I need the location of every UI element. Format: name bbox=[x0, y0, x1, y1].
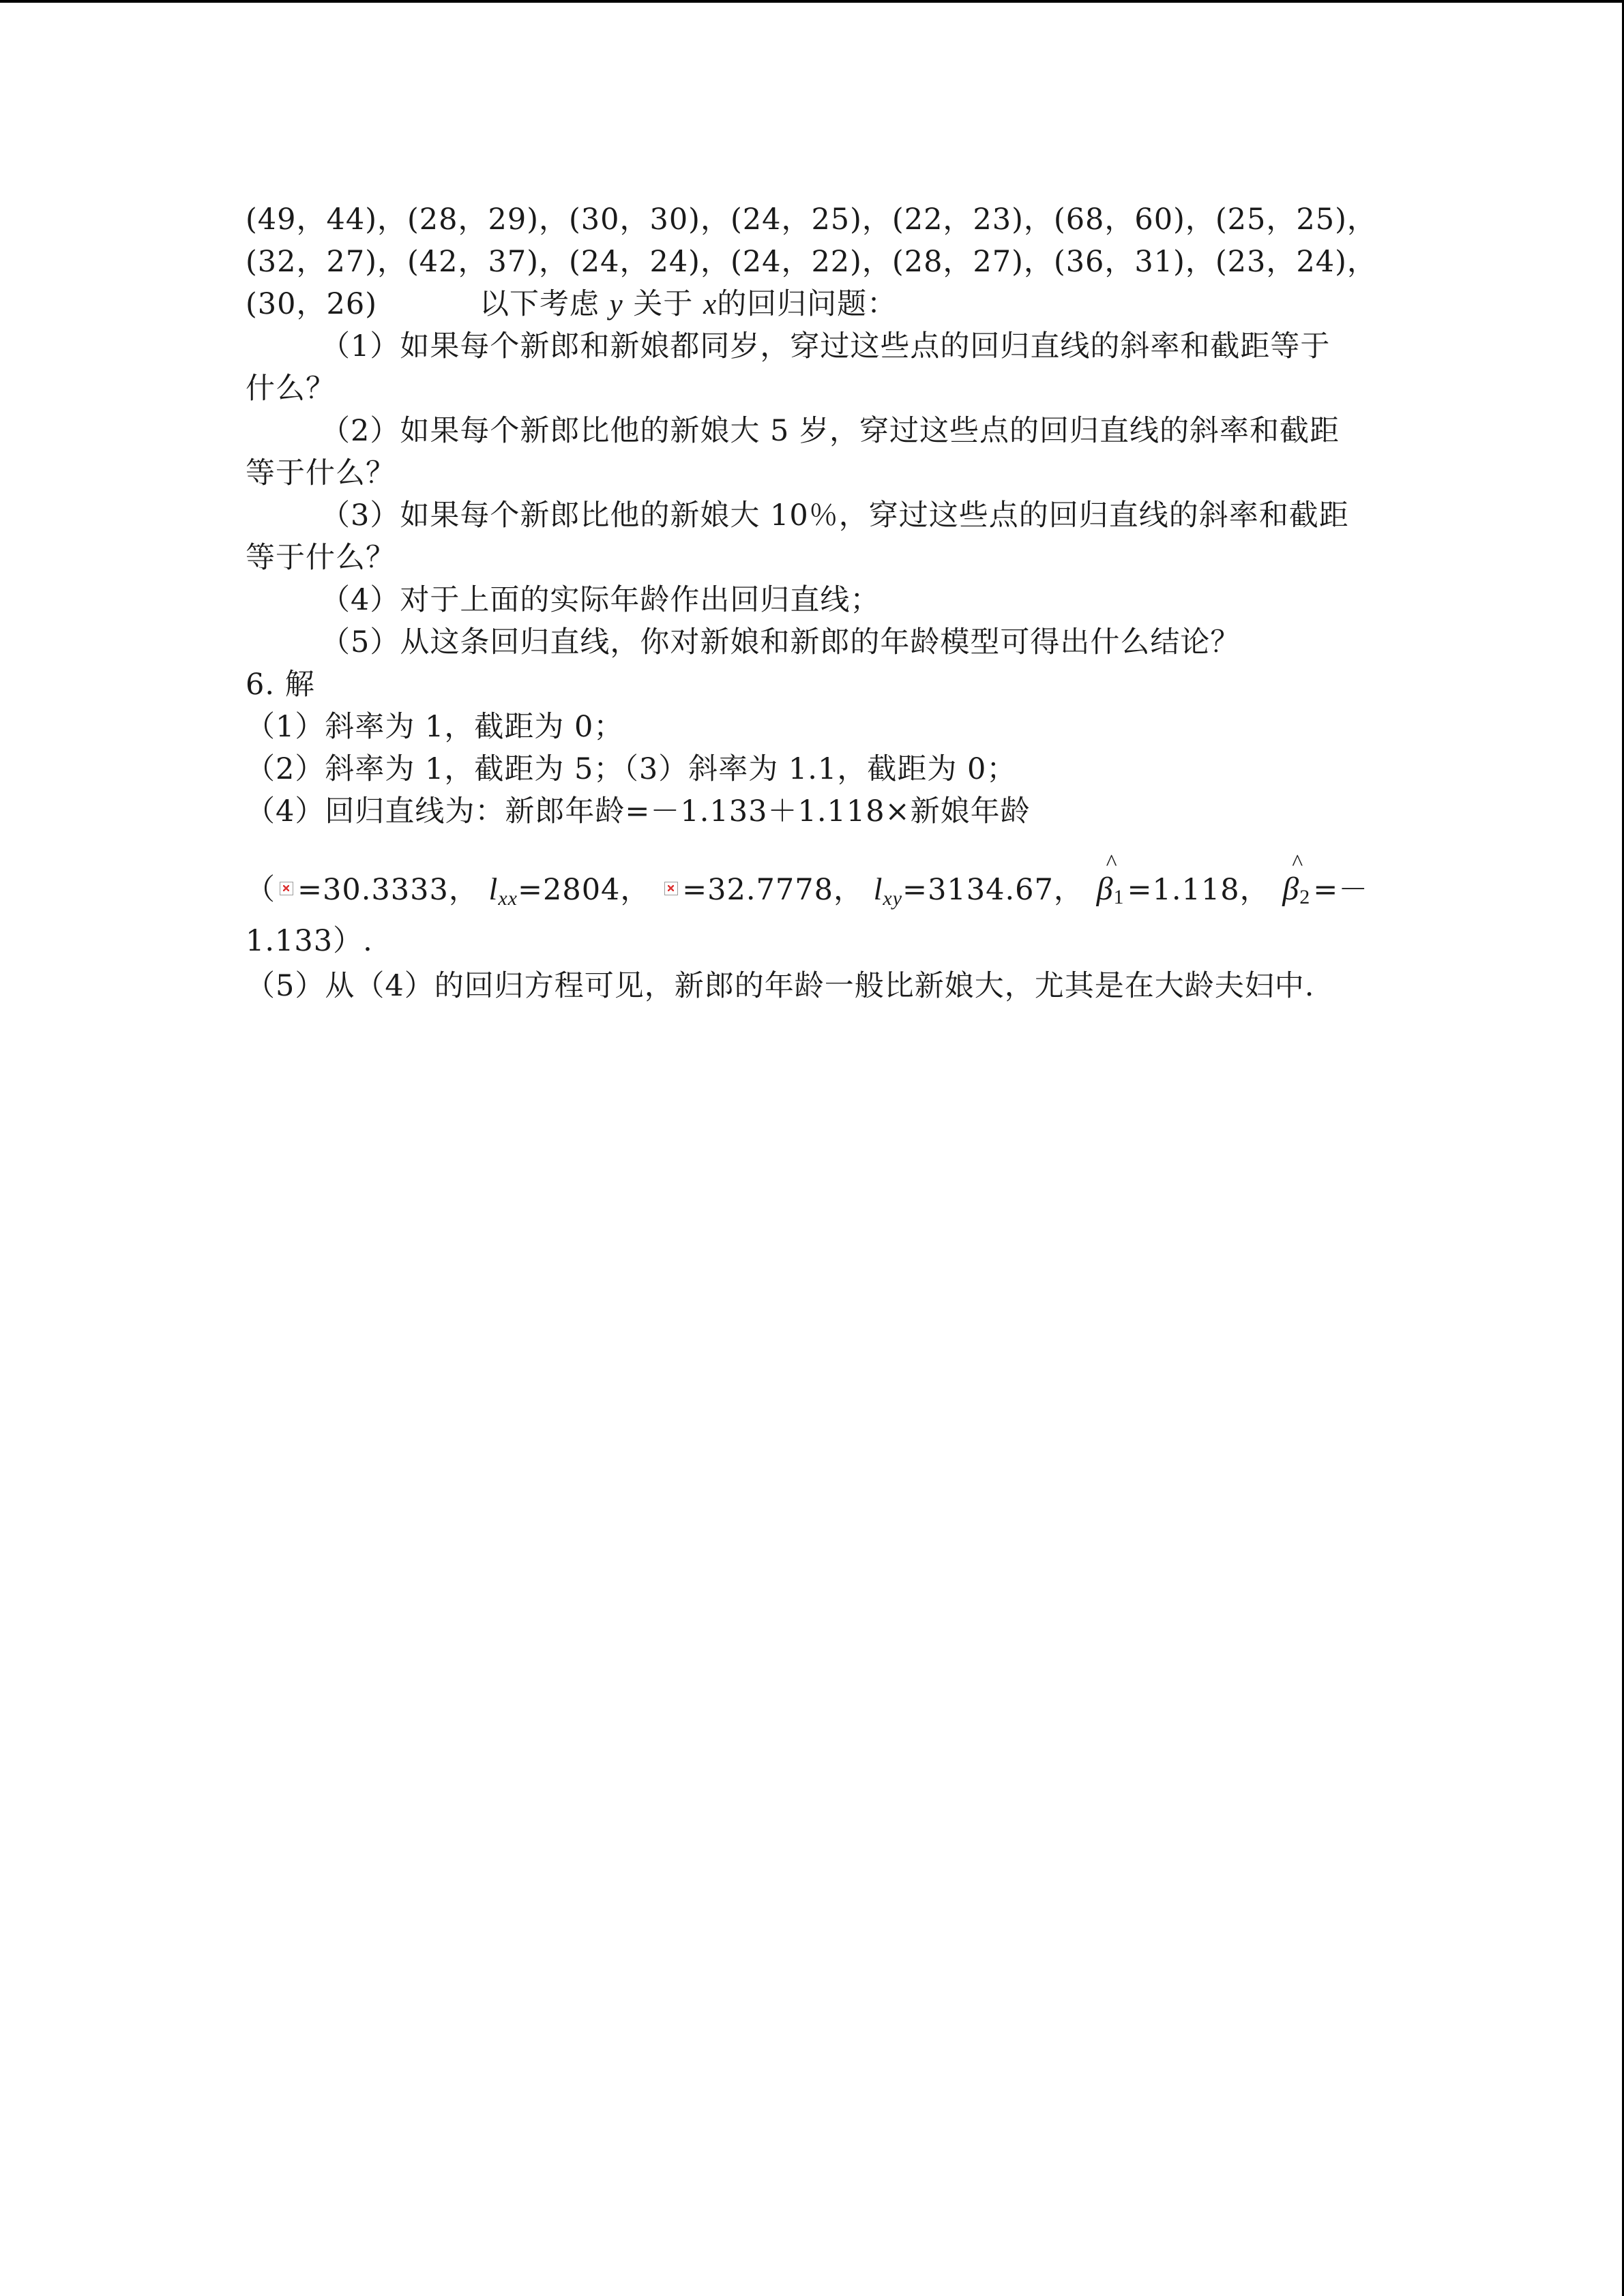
variable-y: y bbox=[609, 288, 623, 320]
lxx-subscript: xx bbox=[498, 887, 518, 910]
xbar-value: =30.3333， bbox=[297, 873, 479, 907]
broken-image-icon bbox=[664, 882, 678, 895]
lxy-symbol bbox=[873, 871, 903, 910]
question-1-line-1: （1）如果每个新郎和新娘都同岁，穿过这些点的回归直线的斜率和截距等于 bbox=[321, 329, 1331, 363]
consider-text: 以下考虑 bbox=[479, 287, 600, 321]
lxy-value: =3134.67， bbox=[902, 873, 1084, 907]
answer-2-3: （2）斜率为 1，截距为 5；（3）斜率为 1.1，截距为 0； bbox=[246, 752, 1017, 786]
question-3-line-2: 等于什么？ bbox=[246, 541, 396, 575]
beta-1-subscript: 1 bbox=[1113, 886, 1125, 908]
question-1-line-2: 什么？ bbox=[246, 372, 336, 406]
ybar-value: =32.7778， bbox=[682, 873, 863, 907]
statistics-continuation: 1.133）. bbox=[246, 924, 373, 958]
data-points-line-3 bbox=[246, 284, 897, 325]
answer-5: （5）从（4）的回归方程可见，新郎的年龄一般比新娘大，尤其是在大龄夫妇中. bbox=[246, 969, 1315, 1003]
question-5: （5）从这条回归直线，你对新娘和新郎的年龄模型可得出什么结论？ bbox=[321, 625, 1241, 659]
question-3-line-1: （3）如果每个新郎比他的新娘大 10％，穿过这些点的回归直线的斜率和截距 bbox=[321, 498, 1349, 533]
regression-problem-text: 的回归问题： bbox=[717, 287, 898, 321]
lxy-subscript: xy bbox=[883, 887, 903, 910]
answer-1: （1）斜率为 1，截距为 0； bbox=[246, 710, 624, 744]
lxx-symbol bbox=[488, 871, 518, 910]
beta-letter: β bbox=[1096, 871, 1114, 907]
question-2-line-2: 等于什么？ bbox=[246, 456, 396, 490]
question-2-line-1: （2）如果每个新郎比他的新娘大 5 岁，穿过这些点的回归直线的斜率和截距 bbox=[321, 414, 1340, 448]
beta-2-hat-symbol bbox=[1282, 869, 1310, 918]
data-points-line-1: (49，44)，(28，29)，(30，30)，(24，25)，(22，23)，(68，60)，(25，25)， bbox=[246, 203, 1377, 237]
about-text: 关于 bbox=[633, 287, 694, 321]
beta-1-hat-symbol bbox=[1097, 869, 1125, 918]
l-letter: l bbox=[488, 871, 499, 906]
answer-4: （4）回归直线为：新郎年龄=－1.133＋1.118×新娘年龄 bbox=[246, 794, 1031, 829]
solution-title: 6. 解 bbox=[246, 668, 315, 702]
last-data-point: (30，26) bbox=[246, 287, 377, 321]
variable-x: x bbox=[703, 288, 718, 320]
broken-image-icon bbox=[280, 882, 293, 895]
statistics-line bbox=[246, 869, 1368, 919]
lxx-value: =2804， bbox=[517, 873, 651, 907]
beta-letter: β bbox=[1282, 871, 1300, 907]
beta-2-subscript: 2 bbox=[1299, 886, 1311, 908]
question-4: （4）对于上面的实际年龄作出回归直线； bbox=[321, 583, 881, 617]
open-paren: （ bbox=[246, 873, 276, 907]
beta-2-value: =－ bbox=[1313, 873, 1369, 907]
beta-1-value: =1.118， bbox=[1127, 873, 1270, 907]
data-points-line-2: (32，27)，(42，37)，(24，24)，(24，22)，(28，27)，(36，31)，(23，24)， bbox=[246, 245, 1377, 279]
l-letter: l bbox=[873, 871, 883, 906]
